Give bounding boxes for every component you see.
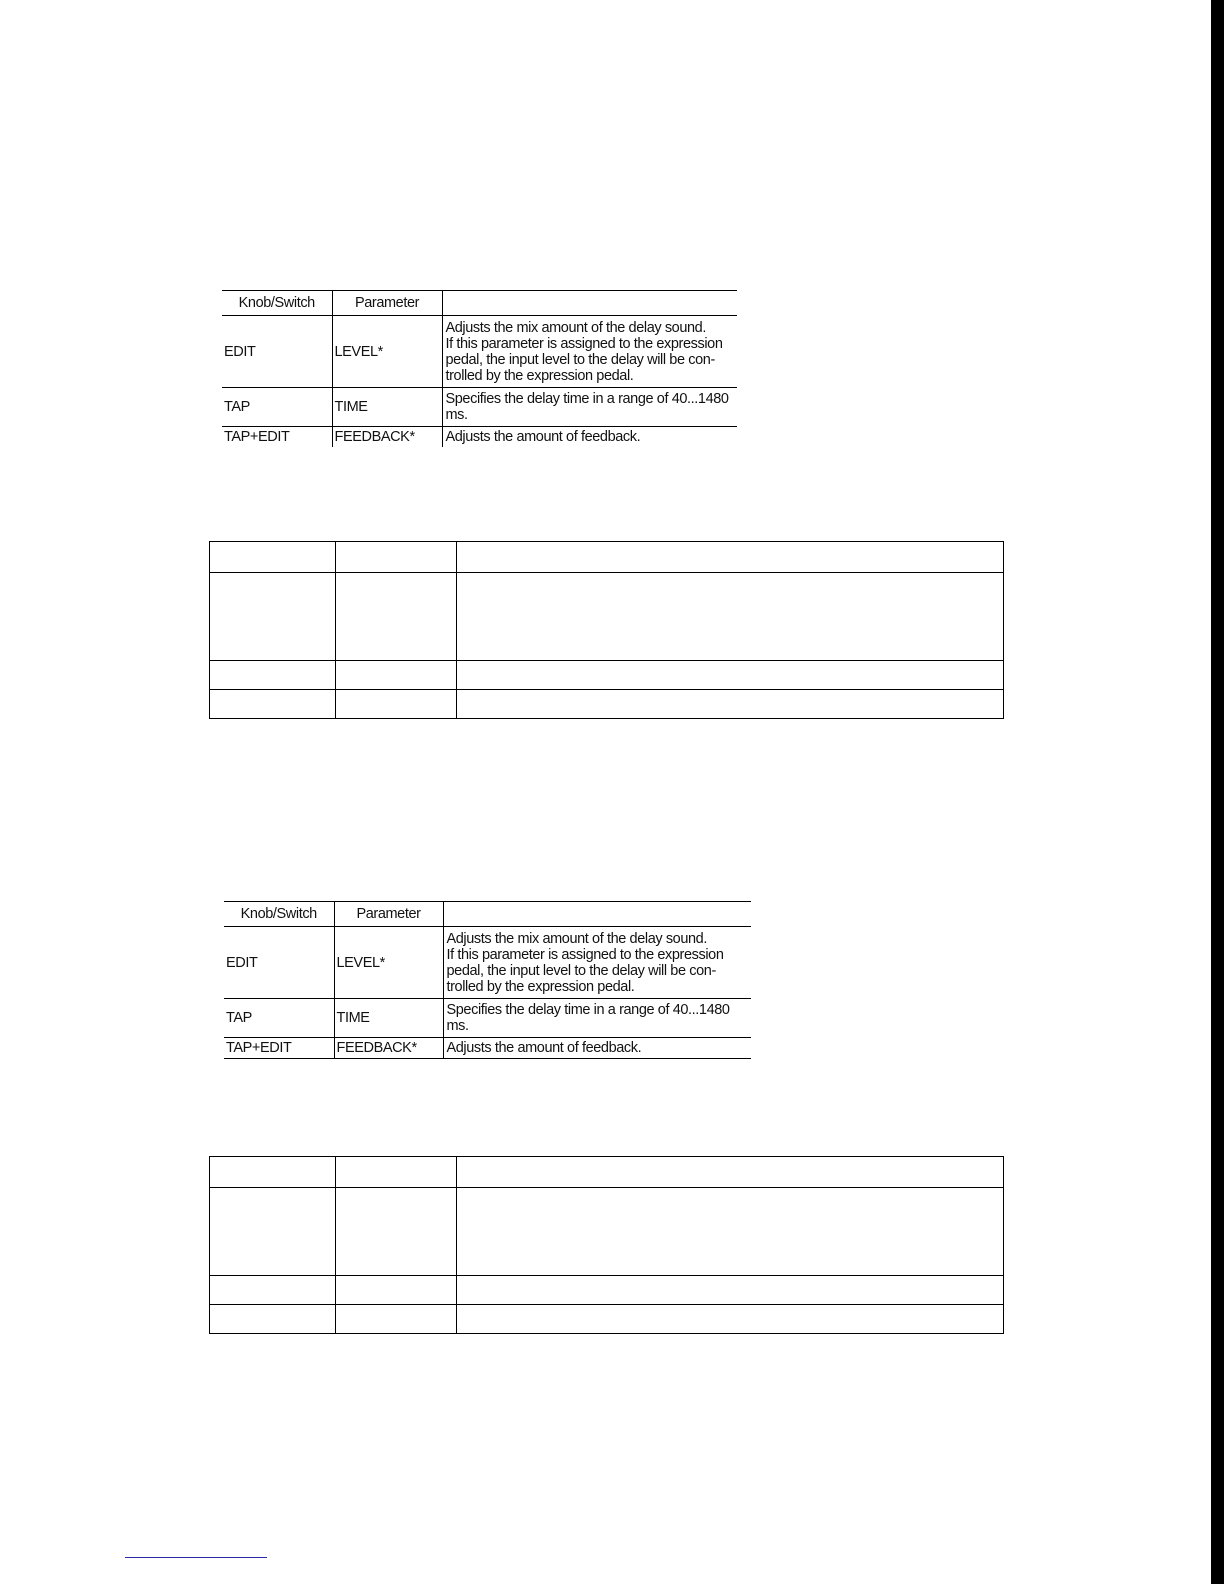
grid-cell <box>210 1188 336 1276</box>
description-line: Adjusts the mix amount of the delay sound. <box>445 319 706 336</box>
description-line: ms. <box>446 1018 469 1034</box>
cell-parameter: LEVEL* <box>334 927 443 999</box>
grid-cell <box>336 690 457 719</box>
grid-row <box>210 1157 1004 1188</box>
grid-row <box>210 690 1004 719</box>
page-edge-bar <box>1211 0 1224 1584</box>
description-line: Adjusts the amount of feedback. <box>445 428 641 445</box>
table-row <box>224 1038 751 1059</box>
grid-cell <box>336 1305 457 1334</box>
cell-knob: EDIT <box>224 927 334 999</box>
empty-table-grid-1 <box>209 541 1004 719</box>
grid-row <box>210 1305 1004 1334</box>
grid-cell <box>210 690 336 719</box>
table-row <box>224 927 751 999</box>
grid-cell <box>336 542 457 573</box>
description-line: pedal, the input level to the delay will be con- <box>446 962 716 979</box>
grid-cell <box>210 661 336 690</box>
header-parameter: Parameter <box>334 902 443 927</box>
grid-cell <box>210 542 336 573</box>
cell-parameter: TIME <box>332 388 442 427</box>
cell-knob: TAP+EDIT <box>222 427 332 447</box>
cell-description <box>442 427 737 447</box>
grid-cell <box>457 690 1004 719</box>
description-line: Specifies the delay time in a range of 40...1480 <box>446 1002 730 1018</box>
table-row <box>222 316 737 388</box>
header-description <box>442 291 737 316</box>
table-row <box>224 999 751 1038</box>
grid-cell <box>336 1188 457 1276</box>
header-description <box>443 902 751 927</box>
footnote-separator-line <box>125 1557 267 1558</box>
header-knob-switch: Knob/Switch <box>222 291 332 316</box>
grid-cell <box>210 1157 336 1188</box>
grid-cell <box>210 1276 336 1305</box>
table-header-row <box>222 291 737 316</box>
grid-cell <box>210 573 336 661</box>
grid-cell <box>336 661 457 690</box>
description-line: Adjusts the mix amount of the delay sound. <box>446 930 707 947</box>
description-line: Specifies the delay time in a range of 40...1480 <box>445 391 729 407</box>
empty-table-grid-2 <box>209 1156 1004 1334</box>
cell-parameter: FEEDBACK* <box>334 1038 443 1059</box>
grid-cell <box>457 573 1004 661</box>
cell-parameter: FEEDBACK* <box>332 427 442 447</box>
description-line: If this parameter is assigned to the expression <box>445 335 723 352</box>
grid-row <box>210 542 1004 573</box>
cell-parameter: LEVEL* <box>332 316 442 388</box>
grid-row <box>210 1276 1004 1305</box>
header-knob-switch: Knob/Switch <box>224 902 334 927</box>
table-row <box>222 427 737 447</box>
description-line: ms. <box>445 407 468 423</box>
header-parameter: Parameter <box>332 291 442 316</box>
grid-cell <box>457 542 1004 573</box>
table-row <box>222 388 737 427</box>
cell-parameter: TIME <box>334 999 443 1038</box>
cell-knob: TAP+EDIT <box>224 1038 334 1059</box>
grid-cell <box>210 1305 336 1334</box>
description-line: pedal, the input level to the delay will be con- <box>445 351 715 368</box>
cell-description <box>442 316 737 388</box>
cell-knob: TAP <box>224 999 334 1038</box>
cell-knob: EDIT <box>222 316 332 388</box>
cell-description <box>442 388 737 427</box>
grid-cell <box>336 1276 457 1305</box>
description-line: Adjusts the amount of feedback. <box>446 1040 642 1056</box>
cell-description <box>443 999 751 1038</box>
parameter-table-2 <box>224 901 751 1059</box>
description-line: If this parameter is assigned to the expression <box>446 946 724 963</box>
grid-cell <box>457 1305 1004 1334</box>
grid-row <box>210 661 1004 690</box>
cell-description <box>443 1038 751 1059</box>
description-line: trolled by the expression pedal. <box>446 978 635 995</box>
grid-row <box>210 573 1004 661</box>
grid-cell <box>457 1276 1004 1305</box>
grid-row <box>210 1188 1004 1276</box>
cell-knob: TAP <box>222 388 332 427</box>
grid-cell <box>457 661 1004 690</box>
grid-cell <box>457 1157 1004 1188</box>
table-header-row <box>224 902 751 927</box>
description-line: trolled by the expression pedal. <box>445 367 634 384</box>
grid-cell <box>336 573 457 661</box>
grid-cell <box>457 1188 1004 1276</box>
parameter-table-1 <box>222 290 737 447</box>
cell-description <box>443 927 751 999</box>
grid-cell <box>336 1157 457 1188</box>
